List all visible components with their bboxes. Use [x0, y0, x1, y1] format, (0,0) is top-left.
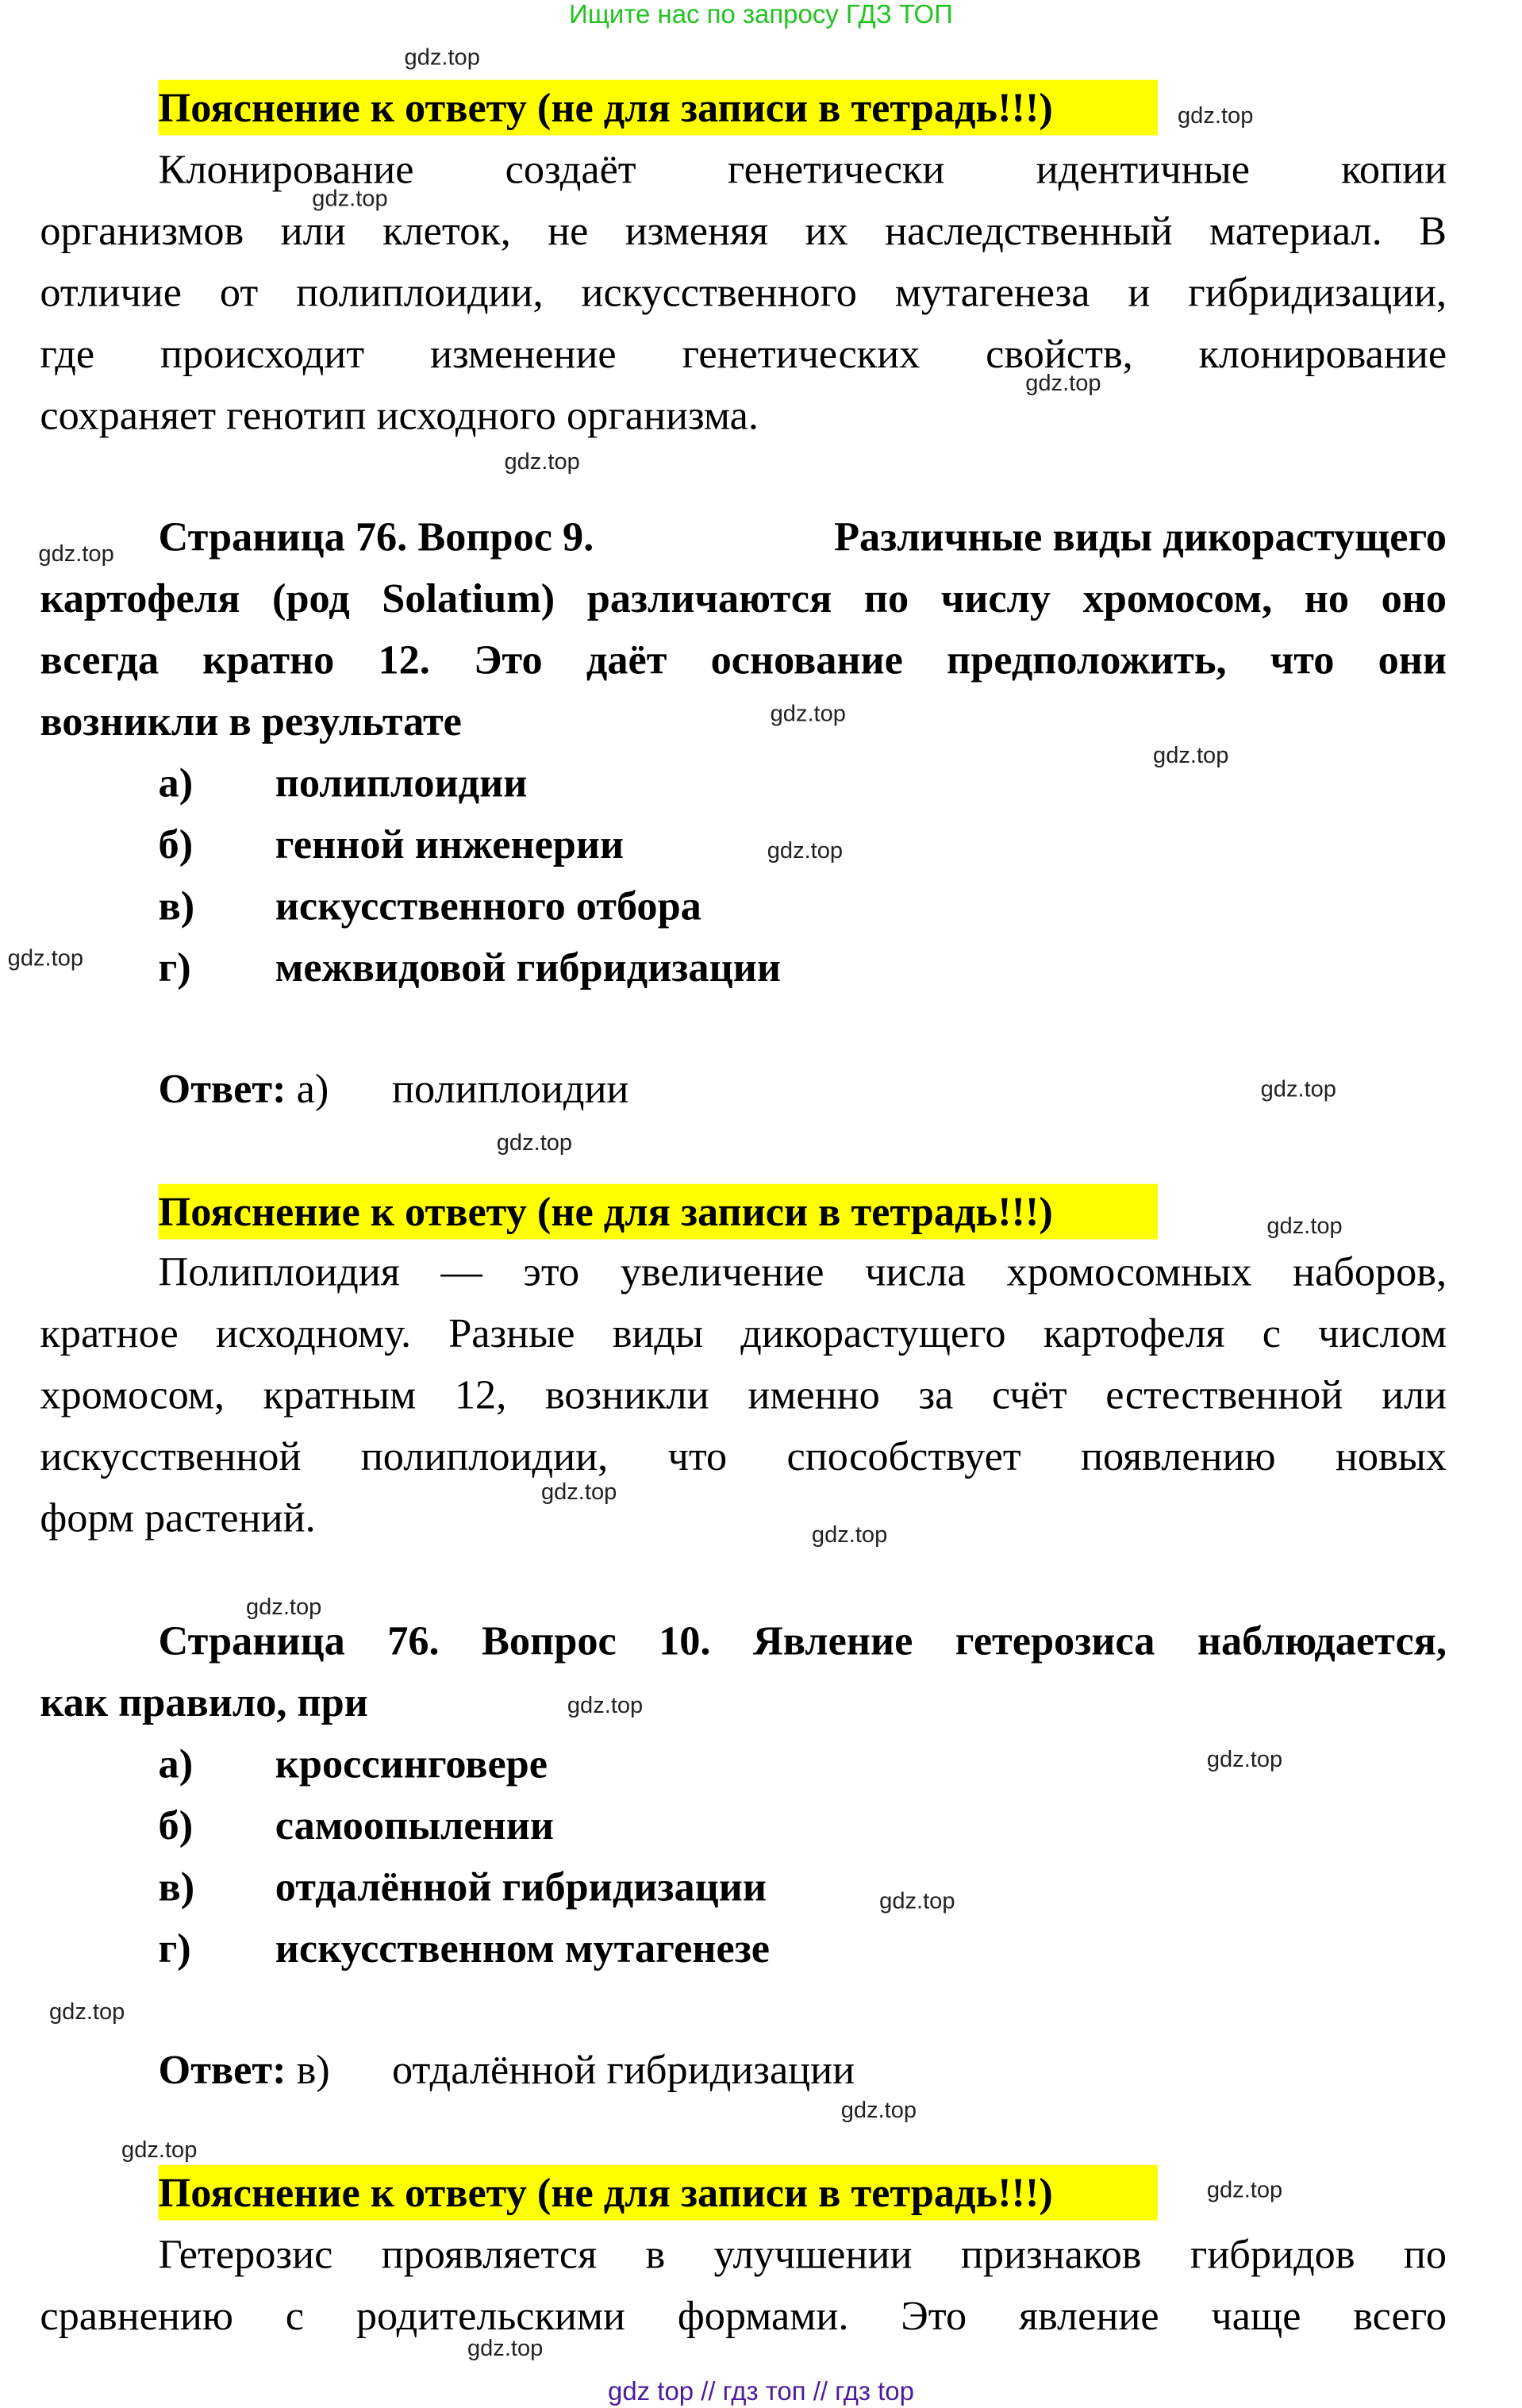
answer-letter: а): [296, 1065, 329, 1112]
watermark: gdz.top: [245, 1594, 322, 1621]
paragraph-line: сохраняет генотип исходного организма.: [40, 392, 759, 439]
option-letter: а): [158, 1741, 194, 1787]
paragraph-line: искусственной полиплоидии, что способствует появлению новых: [40, 1433, 1447, 1479]
question-10-heading: Страница 76. Вопрос 10. Явление гетерозиса наблюдается,: [158, 1618, 1447, 1664]
option-text: отдалённой гибридизации: [275, 1864, 767, 1910]
option-text: самоопылении: [275, 1802, 555, 1848]
watermark: gdz.top: [404, 44, 480, 71]
watermark: gdz.top: [1206, 2177, 1283, 2204]
option-letter: б): [158, 1802, 194, 1848]
watermark: gdz.top: [567, 1693, 644, 1719]
question-line: как правило, при: [40, 1679, 368, 1725]
option-letter: г): [158, 1925, 191, 1971]
watermark: gdz.top: [1153, 742, 1229, 769]
option-text: искусственного отбора: [275, 883, 701, 929]
option-text: полиплоидии: [275, 760, 528, 806]
footer-banner[interactable]: gdz top // гдз топ // гдз top: [608, 2377, 914, 2406]
paragraph-line: отличие от полиплоидии, искусственного мутагенеза и гибридизации,: [40, 269, 1447, 316]
watermark: gdz.top: [840, 2097, 917, 2124]
option-letter: а): [158, 760, 194, 806]
watermark: gdz.top: [7, 945, 84, 972]
answer-text: полиплоидии: [392, 1065, 629, 1112]
option-text: искусственном мутагенезе: [275, 1925, 770, 1971]
answer: [159, 1058, 329, 1119]
answer-label: Ответ:: [158, 2046, 286, 2093]
paragraph-line: Клонирование создаёт генетически идентичные копии: [158, 146, 1447, 193]
paragraph-line: сравнению с родительскими формами. Это явление чаще всего: [40, 2292, 1447, 2339]
question-title: Страница 76. Вопрос 9.: [158, 514, 594, 560]
option-text: генной инженерии: [275, 821, 625, 867]
watermark: gdz.top: [1025, 370, 1101, 397]
watermark: gdz.top: [1266, 1213, 1343, 1240]
explanation-heading: Пояснение к ответу (не для записи в тетрадь!!!): [159, 80, 1158, 136]
paragraph-line: организмов или клеток, не изменяя их наследственный материал. В: [40, 207, 1447, 254]
question-9-heading: [159, 506, 1447, 567]
answer-label: Ответ:: [158, 1065, 286, 1112]
explanation-heading: Пояснение к ответу (не для записи в тетрадь!!!): [159, 2165, 1158, 2221]
option-letter: б): [158, 821, 194, 867]
watermark: gdz.top: [540, 1479, 617, 1506]
question-text: Различные виды дикорастущего: [834, 514, 1447, 560]
watermark: gdz.top: [48, 1998, 125, 2025]
watermark: gdz.top: [121, 2137, 198, 2164]
watermark: gdz.top: [312, 186, 388, 213]
header-banner[interactable]: Ищите нас по запросу ГДЗ ТОП: [569, 0, 953, 29]
option-letter: в): [158, 1864, 195, 1910]
watermark: gdz.top: [1206, 1746, 1283, 1773]
option-text: кроссинговере: [275, 1741, 548, 1787]
question-line: всегда кратно 12. Это даёт основание предположить, что они: [40, 637, 1447, 683]
option-letter: г): [158, 944, 191, 991]
paragraph-line: Полиплоидия — это увеличение числа хромосомных наборов,: [158, 1248, 1447, 1295]
watermark: gdz.top: [767, 837, 844, 864]
paragraph-line: Гетерозис проявляется в улучшении признаков гибридов по: [158, 2231, 1447, 2278]
paragraph-line: кратное исходному. Разные виды дикорастущего картофеля с числом: [40, 1310, 1447, 1356]
answer: [159, 2039, 330, 2100]
option-text: межвидовой гибридизации: [275, 944, 782, 991]
paragraph-line: где происходит изменение генетических свойств, клонирование: [40, 330, 1447, 377]
watermark: gdz.top: [467, 2335, 544, 2362]
watermark: gdz.top: [879, 1888, 955, 1915]
watermark: gdz.top: [811, 1521, 888, 1548]
option-letter: в): [158, 883, 195, 929]
watermark: gdz.top: [1260, 1076, 1336, 1103]
question-line: картофеля (род Solatium) различаются по числу хромосом, но оно: [40, 575, 1447, 621]
paragraph-line: форм растений.: [40, 1494, 316, 1541]
answer-text: отдалённой гибридизации: [392, 2046, 855, 2093]
watermark: gdz.top: [496, 1129, 573, 1156]
watermark: gdz.top: [770, 701, 846, 728]
watermark: gdz.top: [504, 448, 580, 475]
paragraph-line: хромосом, кратным 12, возникли именно за счёт естественной или: [40, 1371, 1447, 1418]
answer-letter: в): [296, 2046, 330, 2093]
question-line: возникли в результате: [40, 698, 462, 744]
watermark: gdz.top: [1178, 102, 1254, 129]
watermark: gdz.top: [38, 540, 114, 567]
explanation-heading: Пояснение к ответу (не для записи в тетрадь!!!): [159, 1184, 1158, 1240]
